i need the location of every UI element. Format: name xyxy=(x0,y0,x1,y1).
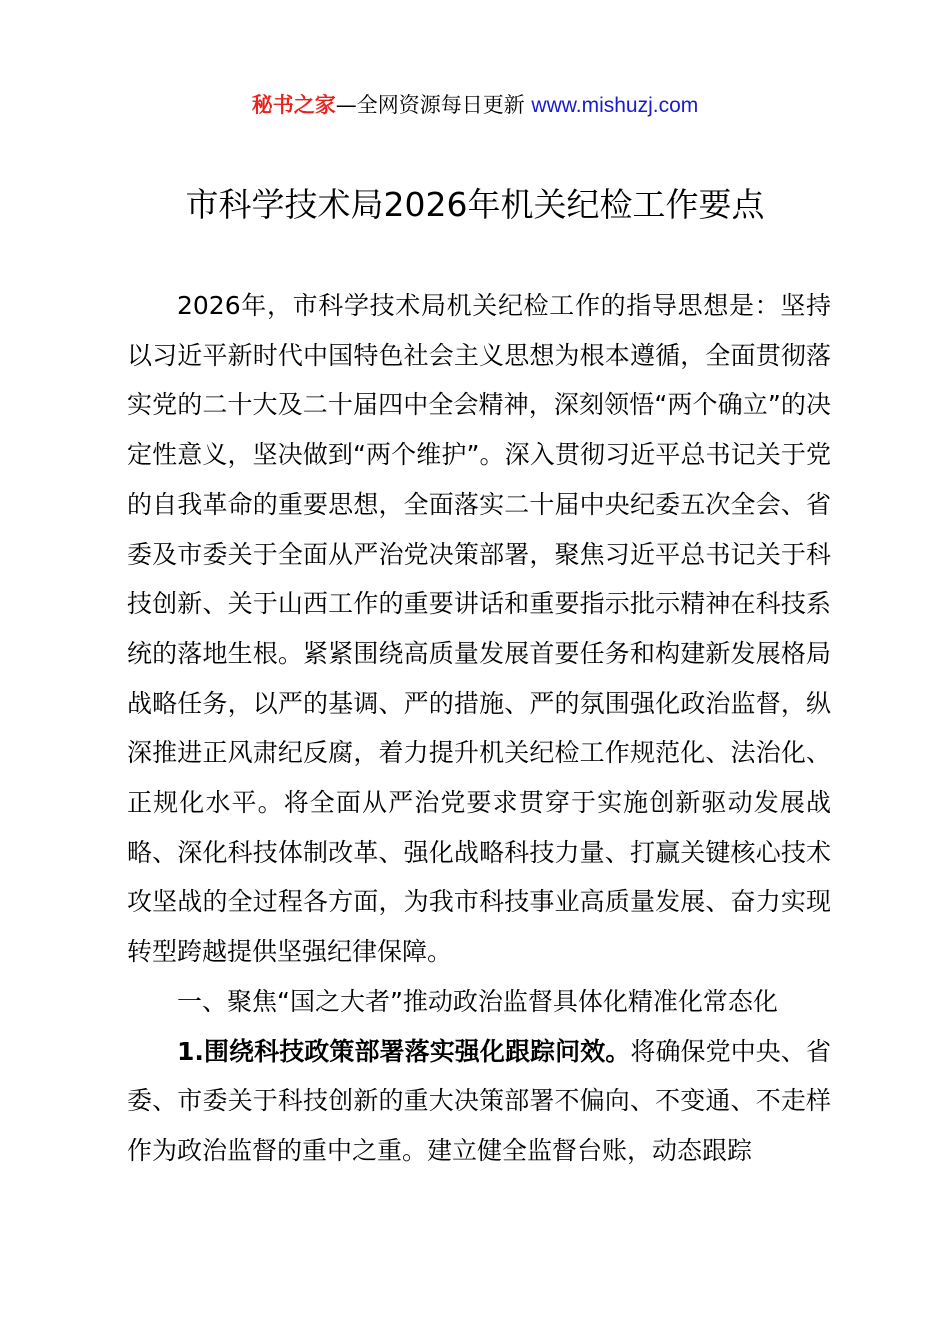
item-text: 将确保党中央、省委、市委关于科技创新的重大决策部署不偏向、不变通、不走样作为政治监督的重中之重。建立健全监督台账，动态跟踪 xyxy=(127,1036,831,1165)
item-paragraph xyxy=(127,1027,831,1176)
site-header xyxy=(0,90,950,121)
site-brand: 秘书之家 xyxy=(251,93,336,117)
site-url-link[interactable]: www.mishuzj.com xyxy=(531,94,699,117)
document-body xyxy=(127,281,831,1176)
item-lead: 1.围绕科技政策部署落实强化跟踪问效。 xyxy=(177,1036,631,1066)
document-title: 市科学技术局2026年机关纪检工作要点 xyxy=(185,185,765,224)
section-heading: 一、聚焦“国之大者”推动政治监督具体化精准化常态化 xyxy=(177,986,778,1016)
intro-paragraph: 2026年，市科学技术局机关纪检工作的指导思想是：坚持以习近平新时代中国特色社会主义思想为根本遵循，全面贯彻落实党的二十大及二十届四中全会精神，深刻领悟“两个确立”的决定性意义，坚决做到“两个维护”。深入贯彻习近平总书记关于党的自我革命的重要思想，全面落实二十届中央纪委五次全会、省委及市委关于全面从严治党决策部署，聚焦习近平总书记关于科技创新、关于山西工作的重要讲话和重要指示批示精神在科技系统的落地生根。紧紧围绕高质量发展首要任务和构建新发展格局战略任务，以严的基调、严的措施、严的氛围强化政治监督，纵深推进正风肃纪反腐，着力提升机关纪检工作规范化、法治化、正规化水平。将全面从严治党要求贯穿于实施创新驱动发展战略、深化科技体制改革、强化战略科技力量、打赢关键核心技术攻坚战的全过程各方面，为我市科技事业高质量发展、奋力实现转型跨越提供坚强纪律保障。 xyxy=(127,291,831,967)
site-tagline: —全网资源每日更新 xyxy=(335,93,532,117)
